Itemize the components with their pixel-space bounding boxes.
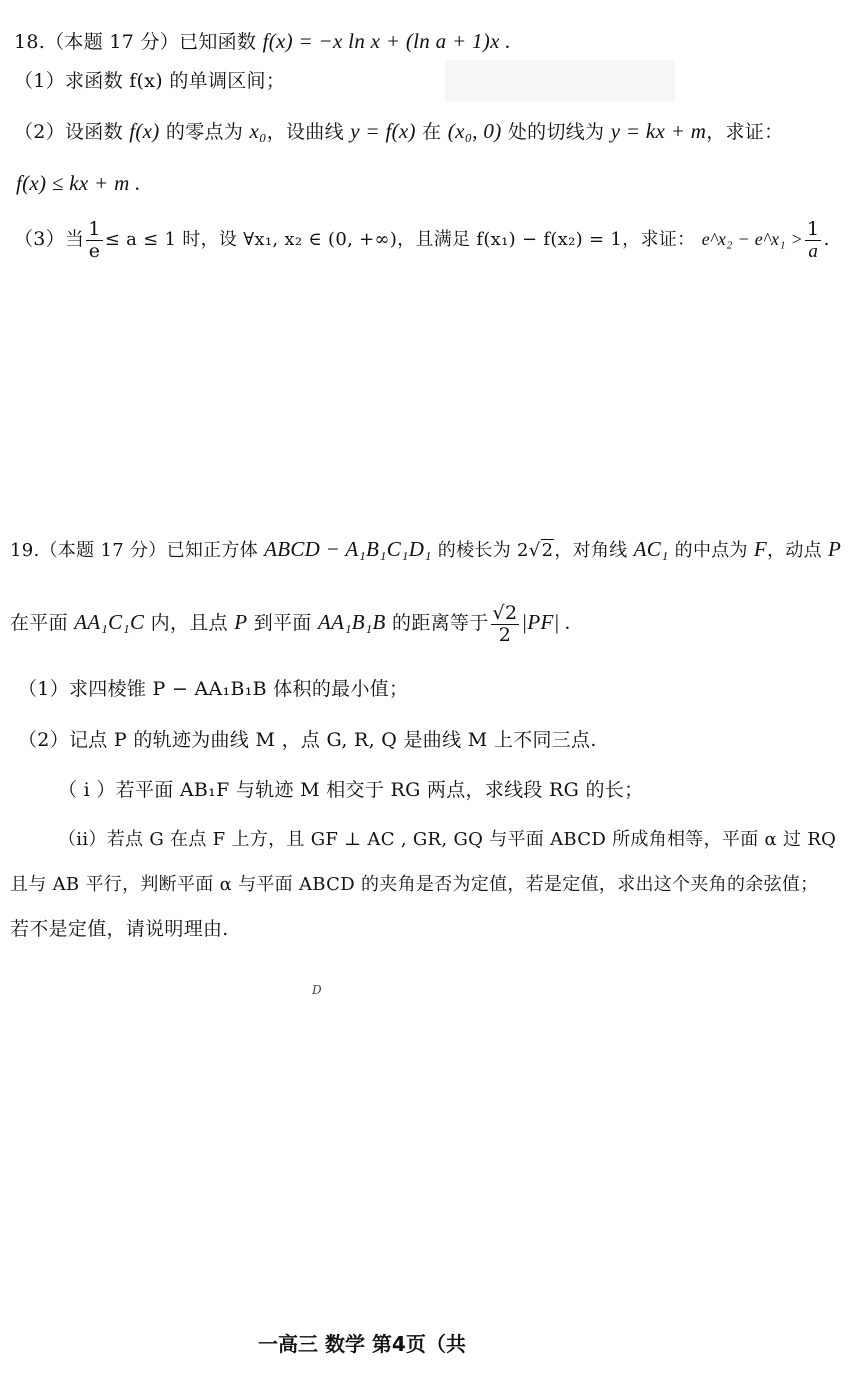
q18-p3-frac2-num: 1 xyxy=(807,217,820,240)
q19-l2-text-e: 到平面 xyxy=(253,612,312,634)
q18-p3-frac-den: e xyxy=(88,239,101,262)
q19-frac-num: √2 xyxy=(492,601,518,624)
q19-diagonal: AC₁ xyxy=(633,537,669,561)
q19-point-p: P xyxy=(827,537,842,561)
q19-line1 xyxy=(10,536,841,564)
q19-plane-2: AA₁B₁B xyxy=(317,610,386,634)
q18-p2-text-i: 处的切线为 xyxy=(507,121,605,143)
q18-p2-text-g: 在 xyxy=(422,121,442,143)
q18-p2-text-a: （2）设函数 xyxy=(14,121,123,143)
q18-part2-line1 xyxy=(14,118,783,145)
q18-p3-frac-num: 1 xyxy=(88,217,101,240)
q19-edge-coef: 2 xyxy=(517,540,529,561)
q19-l2-text-a: 在平面 xyxy=(10,612,68,634)
q19-part2: （2）记点 P 的轨迹为曲线 M ，点 G, R, Q 是曲线 M 上不同三点. xyxy=(18,729,597,751)
q19-frac-den: 2 xyxy=(498,623,512,646)
q19-text-h: 的中点为 xyxy=(674,540,748,561)
q18-p3-end: . xyxy=(823,228,830,250)
q18-p3-fraction-2 xyxy=(805,217,821,262)
q19-text-f: ，对角线 xyxy=(554,540,628,561)
q18-header-line xyxy=(14,28,511,55)
q18-p3-expr: e^x₂ − e^x₁ > xyxy=(701,229,804,249)
q18-function: f(x) = −x ln x + (ln a + 1)x . xyxy=(262,29,511,53)
q19-part2-ii-line3: 若不是定值，请说明理由. xyxy=(10,918,229,940)
stray-mark: D xyxy=(312,983,322,997)
q19-part2-ii-line2: 且与 AB 平行，判断平面 α 与平面 ABCD 的夹角是否为定值，若是定值，求出这个夹角的余弦值； xyxy=(10,874,819,895)
q19-part2-i: （ i ）若平面 AB₁F 与轨迹 M 相交于 RG 两点，求线段 RG 的长； xyxy=(58,779,644,801)
q19-point-f: F xyxy=(753,537,768,561)
q18-p2-curve: y = f(x) xyxy=(350,119,416,143)
q18-part2-line2: f(x) ≤ kx + m . xyxy=(16,171,141,195)
q18-p3-frac2-den: a xyxy=(808,240,819,262)
q19-part1: （1）求四棱锥 P − AA₁B₁B 体积的最小值； xyxy=(18,678,409,700)
q18-part1: （1）求函数 f(x) 的单调区间； xyxy=(14,70,286,92)
q18-header: 18.（本题 17 分）已知函数 xyxy=(14,31,257,53)
q19-l2-text-c: 内，且点 xyxy=(150,612,228,634)
q19-sqrt-rad: 2 xyxy=(541,540,554,561)
q19-line2 xyxy=(10,592,571,653)
q19-cube: ABCD − A₁B₁C₁D₁ xyxy=(264,537,432,561)
q19-fraction xyxy=(491,601,520,646)
q18-p2-text-k: ，求证： xyxy=(706,121,784,143)
q18-p2-fx: f(x) xyxy=(129,119,160,143)
q18-p2-tangent: y = kx + m xyxy=(610,119,707,143)
q19-text-c: 的棱长为 xyxy=(437,540,511,561)
q19-l2-p: P xyxy=(234,610,248,634)
q18-p2-text-c: 的零点为 xyxy=(165,121,244,143)
q18-p3-text-b: ≤ a ≤ 1 时，设 ∀x₁, x₂ ∈ (0, +∞)，且满足 f(x₁) − f(x₂) = 1，求证： xyxy=(104,229,696,250)
q18-p2-x0: x₀ xyxy=(249,119,267,143)
q19-pf: |PF| . xyxy=(521,610,571,634)
q19-plane-1: AA₁C₁C xyxy=(74,610,145,634)
q19-header: 19.（本题 17 分）已知正方体 xyxy=(10,540,259,561)
page-footer: 一高三 数学 第4页（共 xyxy=(258,1332,466,1356)
q19-l2-text-g: 的距离等于 xyxy=(392,612,489,634)
q18-p2-text-e: ，设曲线 xyxy=(266,121,344,143)
q18-part3 xyxy=(14,214,830,265)
q19-sqrt: √2 xyxy=(528,540,554,561)
faded-smudge xyxy=(445,60,675,102)
q19-part2-ii-line1: （ii）若点 G 在点 F 上方，且 GF ⊥ AC , GR, GQ 与平面 ABCD 所成角相等，平面 α 过 RQ xyxy=(58,829,837,850)
q18-p3-text-a: （3）当 xyxy=(14,228,85,250)
q18-p2-point: (x₀, 0) xyxy=(447,119,502,143)
q19-text-j: ，动点 xyxy=(767,540,822,561)
q18-p3-fraction xyxy=(86,217,102,262)
